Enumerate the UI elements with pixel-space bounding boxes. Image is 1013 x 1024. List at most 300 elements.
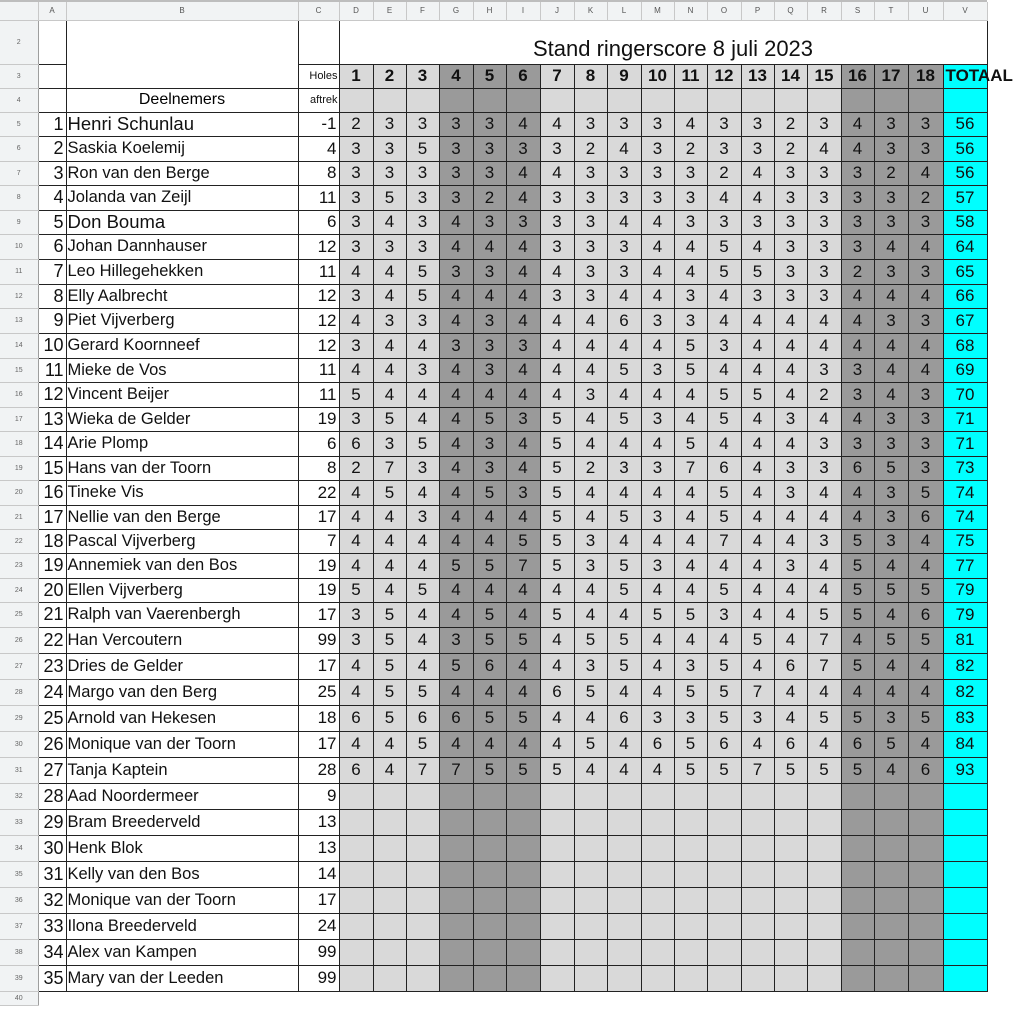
total-cell[interactable]: 69	[943, 358, 987, 382]
score-cell[interactable]	[774, 809, 807, 835]
score-cell[interactable]: 3	[908, 407, 943, 431]
score-cell[interactable]: 4	[674, 234, 707, 259]
column-header-p[interactable]: P	[741, 2, 774, 20]
total-cell[interactable]: 71	[943, 431, 987, 456]
score-cell[interactable]: 4	[506, 653, 540, 679]
score-cell[interactable]: 3	[641, 161, 674, 185]
column-header-h[interactable]: H	[473, 2, 506, 20]
player-name[interactable]: Henri Schunlau	[66, 112, 298, 136]
row-header[interactable]: 19	[0, 456, 38, 480]
player-rank[interactable]: 15	[38, 456, 66, 480]
score-cell[interactable]: 4	[439, 308, 473, 333]
score-cell[interactable]	[741, 861, 774, 887]
score-cell[interactable]	[908, 887, 943, 913]
score-cell[interactable]: 4	[506, 578, 540, 602]
score-cell[interactable]	[741, 887, 774, 913]
score-cell[interactable]: 5	[373, 185, 406, 210]
player-aftrek[interactable]: 19	[298, 553, 339, 578]
total-cell[interactable]	[943, 913, 987, 939]
score-cell[interactable]: 4	[406, 653, 439, 679]
hole-number-13[interactable]: 13	[741, 64, 774, 88]
score-cell[interactable]: 3	[641, 308, 674, 333]
row-header[interactable]: 7	[0, 161, 38, 185]
score-cell[interactable]: 3	[473, 136, 506, 161]
score-cell[interactable]: 5	[473, 407, 506, 431]
total-cell[interactable]: 57	[943, 185, 987, 210]
score-cell[interactable]	[339, 965, 373, 991]
score-cell[interactable]: 3	[707, 333, 741, 358]
score-cell[interactable]: 3	[339, 161, 373, 185]
score-cell[interactable]: 3	[574, 284, 607, 308]
score-cell[interactable]: 4	[574, 505, 607, 529]
score-cell[interactable]: 4	[741, 578, 774, 602]
player-name[interactable]: Kelly van den Bos	[66, 861, 298, 887]
score-cell[interactable]	[607, 809, 641, 835]
score-cell[interactable]: 3	[841, 382, 874, 407]
score-cell[interactable]: 4	[540, 382, 574, 407]
score-cell[interactable]	[540, 88, 574, 112]
score-cell[interactable]	[741, 783, 774, 809]
score-cell[interactable]: 3	[874, 407, 908, 431]
score-cell[interactable]: 5	[540, 602, 574, 627]
hole-number-18[interactable]: 18	[908, 64, 943, 88]
total-cell[interactable]: 84	[943, 731, 987, 757]
player-aftrek[interactable]: 18	[298, 705, 339, 731]
score-cell[interactable]: 3	[473, 210, 506, 234]
score-cell[interactable]: 4	[741, 333, 774, 358]
score-cell[interactable]: 5	[607, 627, 641, 653]
score-cell[interactable]: 2	[574, 136, 607, 161]
score-cell[interactable]: 4	[908, 529, 943, 553]
score-cell[interactable]: 4	[574, 333, 607, 358]
score-cell[interactable]: 3	[674, 210, 707, 234]
score-cell[interactable]: 3	[574, 382, 607, 407]
score-cell[interactable]: 4	[774, 308, 807, 333]
score-cell[interactable]: 4	[339, 480, 373, 505]
score-cell[interactable]	[674, 965, 707, 991]
score-cell[interactable]: 4	[439, 234, 473, 259]
score-cell[interactable]: 4	[641, 210, 674, 234]
row-header[interactable]: 37	[0, 913, 38, 939]
player-aftrek[interactable]: 8	[298, 456, 339, 480]
player-aftrek[interactable]: 99	[298, 965, 339, 991]
score-cell[interactable]	[473, 809, 506, 835]
score-cell[interactable]: 3	[574, 185, 607, 210]
score-cell[interactable]: 3	[339, 234, 373, 259]
score-cell[interactable]	[540, 809, 574, 835]
score-cell[interactable]: 3	[506, 210, 540, 234]
score-cell[interactable]: 5	[406, 731, 439, 757]
score-cell[interactable]: 4	[641, 382, 674, 407]
total-cell[interactable]: 68	[943, 333, 987, 358]
score-cell[interactable]	[908, 939, 943, 965]
player-aftrek[interactable]: -1	[298, 112, 339, 136]
player-rank[interactable]: 4	[38, 185, 66, 210]
score-cell[interactable]: 5	[439, 553, 473, 578]
score-cell[interactable]: 4	[807, 578, 841, 602]
score-cell[interactable]: 5	[774, 757, 807, 783]
score-cell[interactable]	[707, 939, 741, 965]
score-cell[interactable]: 5	[373, 480, 406, 505]
score-cell[interactable]: 4	[874, 284, 908, 308]
player-aftrek[interactable]: 99	[298, 939, 339, 965]
score-cell[interactable]: 4	[506, 259, 540, 284]
hole-number-7[interactable]: 7	[540, 64, 574, 88]
score-cell[interactable]	[506, 939, 540, 965]
score-cell[interactable]: 4	[406, 382, 439, 407]
score-cell[interactable]: 4	[607, 602, 641, 627]
score-cell[interactable]: 5	[674, 731, 707, 757]
score-cell[interactable]: 3	[641, 136, 674, 161]
hole-number-9[interactable]: 9	[607, 64, 641, 88]
player-name[interactable]: Margo van den Berg	[66, 679, 298, 705]
score-cell[interactable]: 4	[439, 407, 473, 431]
score-cell[interactable]: 4	[339, 505, 373, 529]
score-cell[interactable]: 3	[574, 529, 607, 553]
score-cell[interactable]: 5	[707, 505, 741, 529]
score-cell[interactable]: 4	[874, 679, 908, 705]
score-cell[interactable]: 5	[807, 602, 841, 627]
score-cell[interactable]: 5	[707, 653, 741, 679]
player-name[interactable]: Monique van der Toorn	[66, 887, 298, 913]
score-cell[interactable]: 4	[607, 480, 641, 505]
score-cell[interactable]	[574, 887, 607, 913]
score-cell[interactable]	[874, 861, 908, 887]
player-rank[interactable]: 26	[38, 731, 66, 757]
score-cell[interactable]: 4	[406, 627, 439, 653]
score-cell[interactable]	[607, 88, 641, 112]
score-cell[interactable]: 4	[908, 553, 943, 578]
score-cell[interactable]: 4	[874, 382, 908, 407]
player-aftrek[interactable]: 17	[298, 731, 339, 757]
score-cell[interactable]	[373, 809, 406, 835]
score-cell[interactable]	[574, 809, 607, 835]
score-cell[interactable]	[807, 939, 841, 965]
score-cell[interactable]: 5	[841, 578, 874, 602]
score-cell[interactable]: 3	[439, 259, 473, 284]
column-header-j[interactable]: J	[540, 2, 574, 20]
score-cell[interactable]: 4	[641, 653, 674, 679]
score-cell[interactable]	[473, 965, 506, 991]
score-cell[interactable]: 4	[473, 529, 506, 553]
score-cell[interactable]: 5	[473, 480, 506, 505]
player-name[interactable]: Ellen Vijverberg	[66, 578, 298, 602]
score-cell[interactable]	[506, 835, 540, 861]
score-cell[interactable]: 4	[607, 731, 641, 757]
score-cell[interactable]: 3	[506, 333, 540, 358]
score-cell[interactable]: 4	[908, 653, 943, 679]
score-cell[interactable]: 3	[373, 112, 406, 136]
score-cell[interactable]	[574, 965, 607, 991]
row-header[interactable]: 4	[0, 88, 38, 112]
score-cell[interactable]: 5	[607, 653, 641, 679]
score-cell[interactable]: 3	[339, 284, 373, 308]
score-cell[interactable]: 4	[439, 578, 473, 602]
score-cell[interactable]: 3	[607, 234, 641, 259]
player-name[interactable]: Arie Plomp	[66, 431, 298, 456]
column-header-b[interactable]: B	[66, 2, 298, 20]
total-cell[interactable]: 79	[943, 578, 987, 602]
score-cell[interactable]	[874, 809, 908, 835]
player-name[interactable]: Han Vercoutern	[66, 627, 298, 653]
score-cell[interactable]: 4	[439, 382, 473, 407]
score-cell[interactable]: 3	[641, 407, 674, 431]
score-cell[interactable]	[574, 913, 607, 939]
score-cell[interactable]	[607, 887, 641, 913]
score-cell[interactable]: 5	[406, 284, 439, 308]
score-cell[interactable]: 6	[540, 679, 574, 705]
score-cell[interactable]	[774, 913, 807, 939]
score-cell[interactable]	[807, 861, 841, 887]
score-cell[interactable]: 3	[774, 284, 807, 308]
score-cell[interactable]: 5	[373, 407, 406, 431]
score-cell[interactable]: 3	[439, 185, 473, 210]
score-cell[interactable]	[406, 965, 439, 991]
score-cell[interactable]: 5	[439, 653, 473, 679]
score-cell[interactable]: 3	[540, 284, 574, 308]
score-cell[interactable]	[373, 861, 406, 887]
score-cell[interactable]	[641, 835, 674, 861]
score-cell[interactable]	[707, 965, 741, 991]
score-cell[interactable]: 3	[674, 161, 707, 185]
total-cell[interactable]: 70	[943, 382, 987, 407]
score-cell[interactable]	[641, 88, 674, 112]
score-cell[interactable]: 4	[540, 259, 574, 284]
score-cell[interactable]: 5	[540, 553, 574, 578]
player-rank[interactable]: 20	[38, 578, 66, 602]
score-cell[interactable]: 2	[874, 161, 908, 185]
score-cell[interactable]: 4	[774, 627, 807, 653]
player-aftrek[interactable]: 24	[298, 913, 339, 939]
score-cell[interactable]: 7	[707, 529, 741, 553]
row-header[interactable]: 30	[0, 731, 38, 757]
score-cell[interactable]: 4	[874, 757, 908, 783]
score-cell[interactable]: 4	[841, 505, 874, 529]
score-cell[interactable]	[574, 88, 607, 112]
player-aftrek[interactable]: 19	[298, 407, 339, 431]
score-cell[interactable]	[674, 809, 707, 835]
score-cell[interactable]: 5	[574, 627, 607, 653]
total-cell[interactable]: 83	[943, 705, 987, 731]
score-cell[interactable]	[908, 965, 943, 991]
score-cell[interactable]: 4	[841, 308, 874, 333]
score-cell[interactable]: 4	[607, 333, 641, 358]
score-cell[interactable]: 3	[908, 136, 943, 161]
score-cell[interactable]	[908, 835, 943, 861]
total-cell[interactable]: 58	[943, 210, 987, 234]
player-rank[interactable]: 1	[38, 112, 66, 136]
hole-number-4[interactable]: 4	[439, 64, 473, 88]
player-name[interactable]: Johan Dannhauser	[66, 234, 298, 259]
score-cell[interactable]	[841, 835, 874, 861]
score-cell[interactable]: 4	[439, 505, 473, 529]
score-cell[interactable]: 5	[707, 234, 741, 259]
score-cell[interactable]: 3	[574, 210, 607, 234]
column-header-k[interactable]: K	[574, 2, 607, 20]
score-cell[interactable]	[473, 887, 506, 913]
score-cell[interactable]	[807, 965, 841, 991]
column-header-r[interactable]: R	[807, 2, 841, 20]
score-cell[interactable]: 4	[540, 161, 574, 185]
score-cell[interactable]: 4	[607, 431, 641, 456]
total-cell[interactable]	[943, 861, 987, 887]
score-cell[interactable]	[506, 965, 540, 991]
score-cell[interactable]: 4	[574, 602, 607, 627]
score-cell[interactable]: 4	[774, 431, 807, 456]
deelnemers-label[interactable]: Deelnemers	[66, 88, 298, 112]
score-cell[interactable]: 6	[439, 705, 473, 731]
score-cell[interactable]: 3	[674, 308, 707, 333]
score-cell[interactable]: 4	[807, 308, 841, 333]
score-cell[interactable]: 4	[540, 731, 574, 757]
score-cell[interactable]: 5	[841, 705, 874, 731]
score-cell[interactable]: 4	[641, 234, 674, 259]
player-aftrek[interactable]: 8	[298, 161, 339, 185]
score-cell[interactable]: 4	[339, 731, 373, 757]
score-cell[interactable]: 4	[908, 234, 943, 259]
score-cell[interactable]: 3	[841, 161, 874, 185]
score-cell[interactable]: 5	[473, 602, 506, 627]
player-name[interactable]: Don Bouma	[66, 210, 298, 234]
score-cell[interactable]	[406, 88, 439, 112]
score-cell[interactable]: 5	[506, 529, 540, 553]
score-cell[interactable]: 4	[574, 757, 607, 783]
score-cell[interactable]	[406, 939, 439, 965]
score-cell[interactable]: 4	[641, 431, 674, 456]
score-cell[interactable]: 3	[908, 431, 943, 456]
score-cell[interactable]: 6	[607, 705, 641, 731]
score-cell[interactable]	[339, 887, 373, 913]
score-cell[interactable]	[707, 809, 741, 835]
score-cell[interactable]	[774, 887, 807, 913]
score-cell[interactable]: 5	[908, 627, 943, 653]
score-cell[interactable]: 6	[339, 705, 373, 731]
player-rank[interactable]: 7	[38, 259, 66, 284]
score-cell[interactable]	[674, 861, 707, 887]
score-cell[interactable]: 4	[506, 382, 540, 407]
score-cell[interactable]: 3	[841, 431, 874, 456]
score-cell[interactable]: 4	[741, 431, 774, 456]
score-cell[interactable]: 4	[741, 529, 774, 553]
score-cell[interactable]: 4	[439, 210, 473, 234]
score-cell[interactable]	[707, 835, 741, 861]
score-cell[interactable]: 3	[908, 210, 943, 234]
score-cell[interactable]: 4	[473, 578, 506, 602]
player-name[interactable]: Hans van der Toorn	[66, 456, 298, 480]
player-name[interactable]: Mary van der Leeden	[66, 965, 298, 991]
player-aftrek[interactable]: 25	[298, 679, 339, 705]
total-cell[interactable]: 56	[943, 136, 987, 161]
score-cell[interactable]: 3	[607, 456, 641, 480]
score-cell[interactable]: 5	[707, 407, 741, 431]
score-cell[interactable]	[874, 939, 908, 965]
column-header-t[interactable]: T	[874, 2, 908, 20]
score-cell[interactable]: 3	[339, 185, 373, 210]
score-cell[interactable]	[506, 783, 540, 809]
score-cell[interactable]: 4	[841, 112, 874, 136]
player-rank[interactable]: 10	[38, 333, 66, 358]
score-cell[interactable]	[607, 835, 641, 861]
score-cell[interactable]: 5	[473, 553, 506, 578]
score-cell[interactable]: 6	[908, 505, 943, 529]
player-rank[interactable]: 3	[38, 161, 66, 185]
score-cell[interactable]: 4	[807, 136, 841, 161]
score-cell[interactable]: 7	[406, 757, 439, 783]
total-cell[interactable]: 64	[943, 234, 987, 259]
score-cell[interactable]	[339, 939, 373, 965]
score-cell[interactable]: 3	[641, 185, 674, 210]
score-cell[interactable]	[841, 887, 874, 913]
score-cell[interactable]: 4	[908, 679, 943, 705]
total-cell[interactable]	[943, 809, 987, 835]
player-rank[interactable]: 25	[38, 705, 66, 731]
player-rank[interactable]: 16	[38, 480, 66, 505]
score-cell[interactable]	[807, 783, 841, 809]
row-header[interactable]: 36	[0, 887, 38, 913]
score-cell[interactable]	[707, 88, 741, 112]
score-cell[interactable]	[674, 887, 707, 913]
score-cell[interactable]: 5	[841, 529, 874, 553]
score-cell[interactable]	[841, 861, 874, 887]
column-header-q[interactable]: Q	[774, 2, 807, 20]
score-cell[interactable]	[439, 835, 473, 861]
score-cell[interactable]: 4	[807, 407, 841, 431]
score-cell[interactable]	[774, 835, 807, 861]
score-cell[interactable]: 3	[807, 284, 841, 308]
score-cell[interactable]	[841, 913, 874, 939]
score-cell[interactable]: 4	[807, 480, 841, 505]
player-name[interactable]: Tineke Vis	[66, 480, 298, 505]
column-header-c[interactable]: C	[298, 2, 339, 20]
score-cell[interactable]: 4	[339, 529, 373, 553]
score-cell[interactable]: 3	[874, 185, 908, 210]
score-cell[interactable]: 4	[540, 705, 574, 731]
total-cell[interactable]: 75	[943, 529, 987, 553]
player-aftrek[interactable]: 12	[298, 308, 339, 333]
score-cell[interactable]	[774, 939, 807, 965]
score-cell[interactable]	[439, 809, 473, 835]
score-cell[interactable]: 4	[506, 358, 540, 382]
score-cell[interactable]: 4	[506, 284, 540, 308]
score-cell[interactable]: 5	[373, 705, 406, 731]
score-cell[interactable]: 3	[607, 185, 641, 210]
score-cell[interactable]: 3	[574, 553, 607, 578]
player-name[interactable]: Saskia Koelemij	[66, 136, 298, 161]
player-aftrek[interactable]: 12	[298, 234, 339, 259]
score-cell[interactable]	[807, 887, 841, 913]
score-cell[interactable]: 6	[707, 731, 741, 757]
score-cell[interactable]: 4	[641, 333, 674, 358]
score-cell[interactable]: 4	[741, 653, 774, 679]
score-cell[interactable]: 5	[406, 578, 439, 602]
score-cell[interactable]: 5	[373, 653, 406, 679]
score-cell[interactable]: 5	[707, 480, 741, 505]
score-cell[interactable]: 4	[506, 431, 540, 456]
score-cell[interactable]: 6	[841, 731, 874, 757]
total-header[interactable]: TOTAAL	[943, 64, 987, 88]
score-cell[interactable]: 3	[841, 358, 874, 382]
score-cell[interactable]: 3	[473, 358, 506, 382]
score-cell[interactable]: 3	[473, 308, 506, 333]
row-header[interactable]: 17	[0, 407, 38, 431]
player-name[interactable]: Nellie van den Berge	[66, 505, 298, 529]
score-cell[interactable]: 4	[406, 407, 439, 431]
score-cell[interactable]	[741, 913, 774, 939]
score-cell[interactable]: 4	[540, 112, 574, 136]
score-cell[interactable]: 5	[406, 431, 439, 456]
score-cell[interactable]: 7	[807, 653, 841, 679]
player-name[interactable]: Alex van Kampen	[66, 939, 298, 965]
